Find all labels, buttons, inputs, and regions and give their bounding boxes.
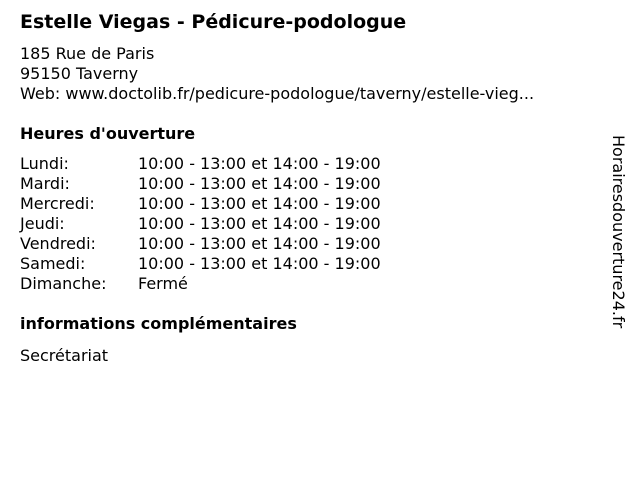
address-block [20, 44, 534, 104]
address-city: 95150 Taverny [20, 64, 139, 83]
hours-time: Fermé [138, 274, 188, 293]
side-brand-text: Horairesdouverture24.fr [609, 135, 628, 329]
hours-day: Mardi: [20, 174, 70, 193]
additional-info-text: Secrétariat [20, 346, 109, 365]
website-label: Web: [20, 84, 61, 103]
additional-info-heading: informations complémentaires [20, 314, 297, 333]
hours-day: Mercredi: [20, 194, 95, 213]
opening-hours-heading: Heures d'ouverture [20, 124, 196, 143]
website-link[interactable]: www.doctolib.fr/pedicure-podologue/taverny/estelle-vieg... [65, 84, 535, 103]
address-street: 185 Rue de Paris [20, 44, 155, 63]
hours-time: 10:00 - 13:00 et 14:00 - 19:00 [138, 194, 381, 213]
hours-day: Samedi: [20, 254, 86, 273]
hours-time: 10:00 - 13:00 et 14:00 - 19:00 [138, 254, 381, 273]
hours-day: Jeudi: [20, 214, 65, 233]
hours-time: 10:00 - 13:00 et 14:00 - 19:00 [138, 154, 381, 173]
hours-time: 10:00 - 13:00 et 14:00 - 19:00 [138, 234, 381, 253]
hours-day: Vendredi: [20, 234, 96, 253]
hours-day: Dimanche: [20, 274, 107, 293]
hours-time: 10:00 - 13:00 et 14:00 - 19:00 [138, 214, 381, 233]
hours-day: Lundi: [20, 154, 69, 173]
business-title: Estelle Viegas - Pédicure-podologue [20, 11, 407, 33]
hours-time: 10:00 - 13:00 et 14:00 - 19:00 [138, 174, 381, 193]
website-line [20, 84, 534, 104]
